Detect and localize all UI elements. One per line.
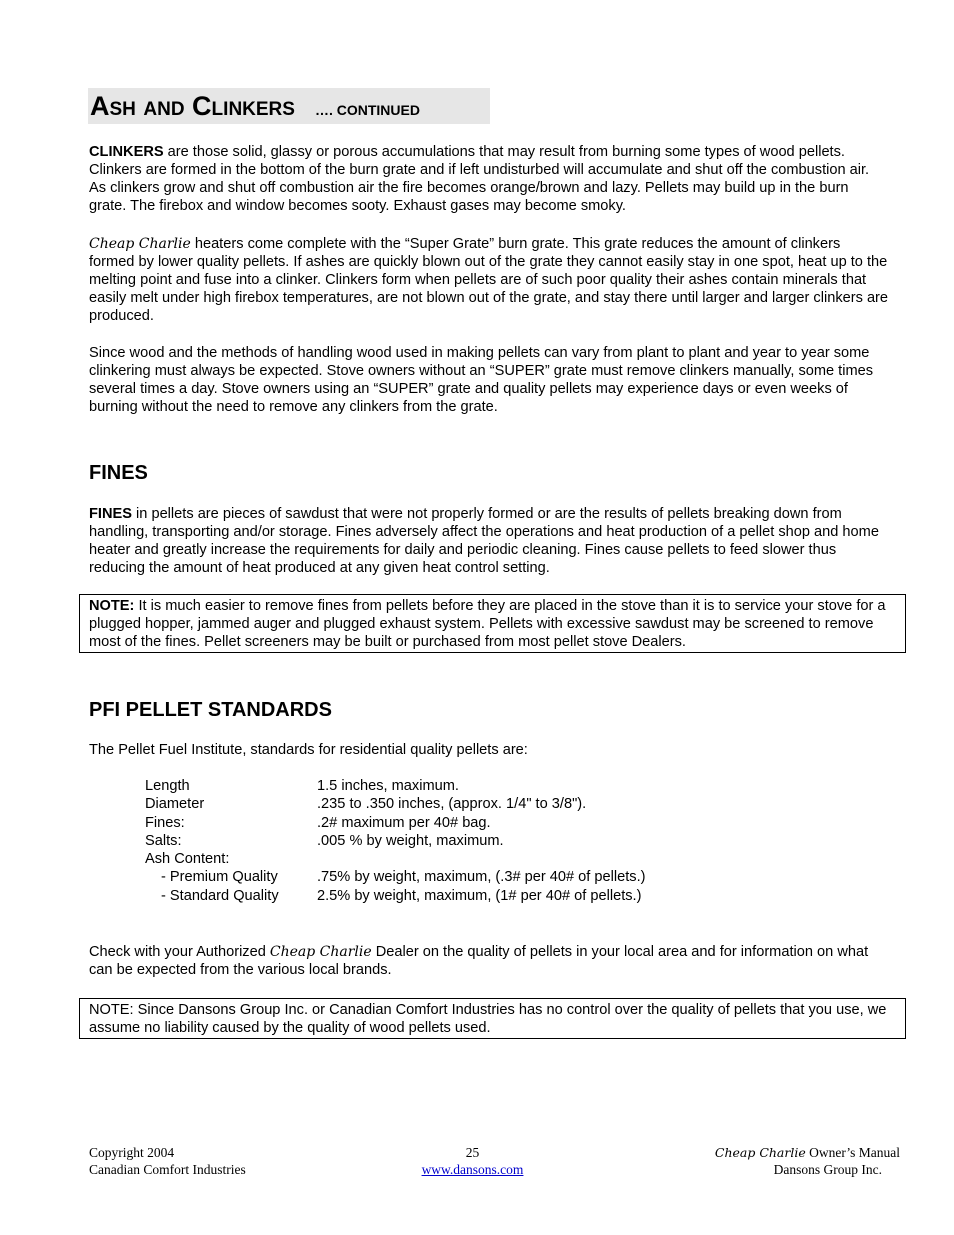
- fines-heading: FINES: [89, 462, 148, 484]
- fines-text: in pellets are pieces of sawdust that were not properly formed or are the results of pellets breaking down from handling, transporting and/or storage. Fines adversely affect the operations and heat production of a pellet shop and home heater and greatly increase the requirements for daily and periodic cleaning. Fines cause pellets to feed slower thus reducing the amount of heat produced at any given heat control setting.: [89, 506, 879, 576]
- company-right: Dansons Group Inc.: [773, 1162, 882, 1177]
- website-link[interactable]: www.dansons.com: [421, 1162, 524, 1177]
- page-number: 25: [465, 1145, 480, 1160]
- spec-row-salts: Salts: .005 % by weight, maximum.: [145, 832, 504, 849]
- fines-note-text: It is much easier to remove fines from pellets before they are placed in the stove than it is to service your stove for a plugged hopper, jammed auger and plugged exhaust system. Pellets with excessive sawdust may be screened to remove most of the fines. Pellet screeners may be built or purchased from most pellet stove Dealers.: [89, 598, 886, 650]
- dealer-check-paragraph: Check with your Authorized Cheap Charlie Dealer on the quality of pellets in your local area and for information on what can be expected from the various local brands.: [89, 944, 869, 978]
- pfi-intro: The Pellet Fuel Institute, standards for residential quality pellets are:: [89, 742, 528, 758]
- fines-lead: FINES: [89, 506, 132, 522]
- pfi-standards-heading: PFI PELLET STANDARDS: [89, 699, 332, 721]
- brand-name: Cheap Charlie: [269, 944, 372, 960]
- fines-note-box: [79, 594, 906, 653]
- spec-row-diameter: Diameter .235 to .350 inches, (approx. 1/4" to 3/8").: [145, 796, 587, 813]
- spec-row-standard: - Standard Quality 2.5% by weight, maximum, (1# per 40# of pellets.): [161, 887, 642, 904]
- pellet-spec-table: [145, 777, 646, 905]
- fines-paragraph: [89, 505, 889, 577]
- clinkers-paragraph: [89, 143, 889, 215]
- section-title: [90, 90, 420, 126]
- clinkers-text: are those solid, glassy or porous accumulations that may result from burning some types of wood pellets. Clinkers are formed in the bottom of the burn grate and if left undisturbed will accumulate and shut off the combustion air. As clinkers grow and shut off combustion air the fire becomes orange/brown and lazy. Pellets may build up in the burn grate. The firebox and window becomes sooty. Exhaust gases may become smoky.: [89, 144, 870, 214]
- footer-right: [680, 1144, 900, 1178]
- liability-note-box: NOTE: Since Dansons Group Inc. or Canadian Comfort Industries has no control over the quality of pellets that you use, we assume no liability caused by the quality of wood pellets used.: [79, 998, 906, 1039]
- section-title-suffix: …. CONTINUED: [314, 102, 420, 118]
- spec-row-premium: - Premium Quality .75% by weight, maximum, (.3# per 40# of pellets.): [161, 869, 646, 886]
- spec-row-ash-content: Ash Content:: [145, 851, 230, 868]
- manual-title: Cheap Charlie Owner’s Manual: [714, 1145, 900, 1160]
- clinkers-lead: CLINKERS: [89, 144, 164, 160]
- clinkering-paragraph: [89, 344, 889, 416]
- company-left: Canadian Comfort Industries: [89, 1162, 246, 1177]
- spec-row-length: Length 1.5 inches, maximum.: [145, 778, 459, 794]
- super-grate-text: heaters come complete with the “Super Grate” burn grate. This grate reduces the amount of clinkers formed by lower quality pellets. If ashes are quickly blown out of the grate they cannot easily stay in one spot, heat up to the melting point and fuse into a clinker. Clinkers form when pellets are of such poor quality their ashes contain minerals that easily melt under high firebox temperatures, are not blown out of the grate, and stay there until larger and larger clinkers are produced.: [89, 236, 889, 324]
- brand-name: Cheap Charlie: [89, 236, 191, 252]
- copyright-text: Copyright 2004: [89, 1145, 175, 1160]
- footer-center: [400, 1144, 545, 1178]
- footer-left: [89, 1144, 246, 1178]
- section-title-text: Ash and Clinkers: [90, 91, 295, 121]
- note-lead: NOTE:: [89, 598, 135, 614]
- super-grate-paragraph: [89, 235, 889, 325]
- section-title-banner: [88, 88, 490, 124]
- spec-row-fines: Fines: .2# maximum per 40# bag.: [145, 814, 491, 831]
- clinkering-text: Since wood and the methods of handling wood used in making pellets can vary from plant to plant and year to year some clinkering must always be expected. Stove owners without an “SUPER” grate must remove clinkers manually, some times several times a day. Stove owners using an “SUPER” grate and quality pellets may experience days or even weeks of burning without the need to remove any clinkers from the grate.: [89, 345, 874, 415]
